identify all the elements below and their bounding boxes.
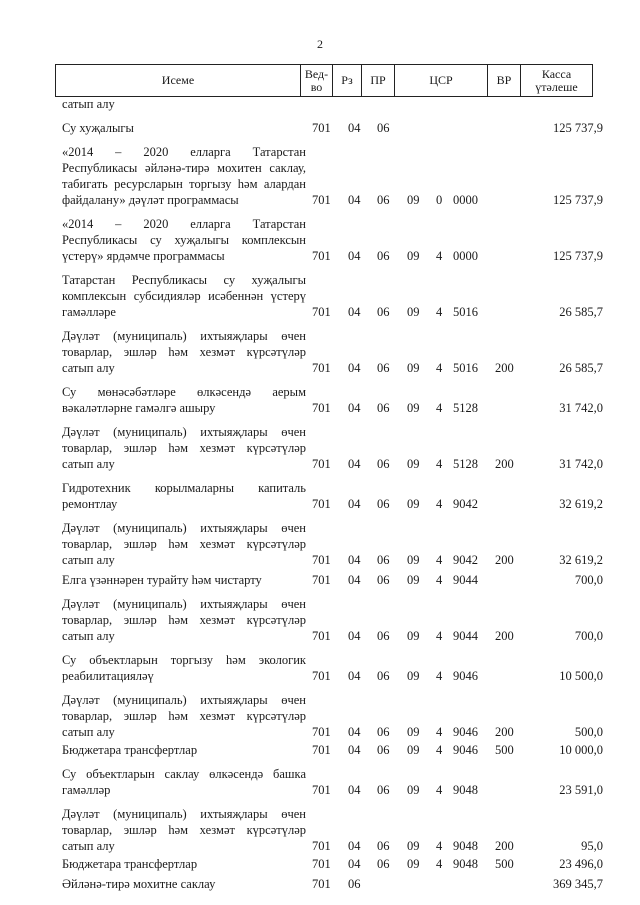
page-number: 2 bbox=[317, 37, 323, 51]
row-name: Татарстан Республикасы су хуҗалыгы комплексын субсидияләр исәбеннән үстерү гамәлләре bbox=[62, 273, 306, 319]
row-pr: 06 bbox=[377, 629, 390, 643]
row-csr2: 4 bbox=[436, 457, 443, 471]
row-csr2: 4 bbox=[436, 305, 443, 319]
row-pr: 06 bbox=[377, 743, 390, 757]
table-row bbox=[0, 216, 640, 266]
row-rz: 04 bbox=[348, 783, 361, 797]
row-name: Су хуҗалыгы bbox=[62, 121, 134, 135]
row-rz: 04 bbox=[348, 725, 361, 739]
row-csr2: 4 bbox=[436, 669, 443, 683]
row-rz: 04 bbox=[348, 857, 361, 871]
row-pr: 06 bbox=[377, 553, 390, 567]
table-row bbox=[0, 692, 640, 742]
table-row bbox=[0, 806, 640, 856]
row-rz: 04 bbox=[348, 553, 361, 567]
row-rz: 04 bbox=[348, 497, 361, 511]
row-ved: 701 bbox=[312, 401, 331, 415]
row-csr3: 5016 bbox=[453, 361, 478, 375]
row-rz: 04 bbox=[348, 457, 361, 471]
row-vr: 200 bbox=[495, 725, 514, 739]
row-name: Дәүләт (муниципаль) ихтыяҗлары өчен товарлар, эшләр һәм хезмәт күрсәтүләр сатып алу bbox=[62, 693, 306, 739]
table-row bbox=[0, 520, 640, 570]
row-name: Дәүләт (муниципаль) ихтыяҗлары өчен товарлар, эшләр һәм хезмәт күрсәтүләр сатып алу bbox=[62, 521, 306, 567]
header-vr: ВР bbox=[488, 65, 521, 97]
row-amount: 10 000,0 bbox=[559, 743, 603, 757]
header-kassa-line2: үтәлеше bbox=[535, 79, 578, 94]
row-csr3: 9042 bbox=[453, 553, 478, 567]
row-amount: 10 500,0 bbox=[559, 669, 603, 683]
header-ved-line2: во bbox=[310, 79, 323, 94]
row-pr: 06 bbox=[377, 839, 390, 853]
table-row bbox=[0, 652, 640, 686]
table-row bbox=[0, 424, 640, 474]
row-rz: 06 bbox=[348, 877, 361, 891]
row-csr1: 09 bbox=[407, 839, 420, 853]
row-amount: 23 496,0 bbox=[559, 857, 603, 871]
row-csr3: 9044 bbox=[453, 573, 478, 587]
row-ved: 701 bbox=[312, 877, 331, 891]
row-ved: 701 bbox=[312, 839, 331, 853]
header-csr: ЦСР bbox=[395, 65, 488, 97]
row-ved: 701 bbox=[312, 725, 331, 739]
row-name: Гидротехник корылмаларны капиталь ремонтлау bbox=[62, 481, 306, 511]
row-ved: 701 bbox=[312, 857, 331, 871]
table-row bbox=[0, 272, 640, 322]
row-pr: 06 bbox=[377, 783, 390, 797]
table-row bbox=[0, 572, 640, 590]
row-csr3: 9048 bbox=[453, 857, 478, 871]
row-csr3: 9042 bbox=[453, 497, 478, 511]
row-ved: 701 bbox=[312, 249, 331, 263]
row-pr: 06 bbox=[377, 305, 390, 319]
table-row bbox=[0, 766, 640, 800]
row-csr2: 4 bbox=[436, 857, 443, 871]
table-row bbox=[0, 144, 640, 210]
header-kassa bbox=[521, 65, 593, 97]
row-csr1: 09 bbox=[407, 497, 420, 511]
row-ved: 701 bbox=[312, 121, 331, 135]
row-csr2: 4 bbox=[436, 249, 443, 263]
row-ved: 701 bbox=[312, 305, 331, 319]
row-rz: 04 bbox=[348, 629, 361, 643]
row-csr2: 0 bbox=[436, 193, 443, 207]
row-csr1: 09 bbox=[407, 743, 420, 757]
row-pr: 06 bbox=[377, 249, 390, 263]
row-ved: 701 bbox=[312, 573, 331, 587]
row-name: Дәүләт (муниципаль) ихтыяҗлары өчен товарлар, эшләр һәм хезмәт күрсәтүләр сатып алу bbox=[62, 597, 306, 643]
row-name: Су объектларын торгызу һәм экологик реабилитацияләү bbox=[62, 653, 306, 683]
row-amount: 700,0 bbox=[574, 629, 603, 643]
header-kassa-line1: Касса bbox=[541, 66, 572, 81]
row-rz: 04 bbox=[348, 839, 361, 853]
row-csr1: 09 bbox=[407, 305, 420, 319]
row-name: Дәүләт (муниципаль) ихтыяҗлары өчен товарлар, эшләр һәм хезмәт күрсәтүләр сатып алу bbox=[62, 807, 306, 853]
table-row bbox=[0, 120, 640, 138]
row-amount: 125 737,9 bbox=[553, 121, 603, 135]
table-row bbox=[0, 384, 640, 418]
row-pr: 06 bbox=[377, 457, 390, 471]
row-vr: 200 bbox=[495, 361, 514, 375]
row-amount: 500,0 bbox=[574, 725, 603, 739]
row-csr2: 4 bbox=[436, 401, 443, 415]
table-row bbox=[0, 480, 640, 514]
row-csr2: 4 bbox=[436, 629, 443, 643]
row-vr: 200 bbox=[495, 629, 514, 643]
row-name: Су объектларын саклау өлкәсендә башка гамәлләр bbox=[62, 767, 306, 797]
row-vr: 200 bbox=[495, 457, 514, 471]
header-pr: ПР bbox=[362, 65, 395, 97]
table-row bbox=[0, 596, 640, 646]
row-csr3: 5016 bbox=[453, 305, 478, 319]
row-name: Әйләнә-тирә мохитне саклау bbox=[62, 877, 216, 891]
header-rz: Рз bbox=[333, 65, 362, 97]
row-vr: 200 bbox=[495, 839, 514, 853]
row-rz: 04 bbox=[348, 401, 361, 415]
row-csr2: 4 bbox=[436, 361, 443, 375]
row-csr1: 09 bbox=[407, 783, 420, 797]
table-header bbox=[55, 64, 593, 97]
row-name: сатып алу bbox=[62, 97, 115, 111]
row-csr2: 4 bbox=[436, 839, 443, 853]
header-ved bbox=[301, 65, 333, 97]
row-ved: 701 bbox=[312, 743, 331, 757]
row-vr: 200 bbox=[495, 553, 514, 567]
row-csr3: 9046 bbox=[453, 725, 478, 739]
row-amount: 369 345,7 bbox=[553, 877, 603, 891]
row-csr3: 9044 bbox=[453, 629, 478, 643]
row-csr3: 5128 bbox=[453, 457, 478, 471]
row-csr3: 9048 bbox=[453, 839, 478, 853]
row-pr: 06 bbox=[377, 401, 390, 415]
row-vr: 500 bbox=[495, 857, 514, 871]
table-row bbox=[0, 742, 640, 760]
table-row bbox=[0, 96, 640, 114]
row-csr2: 4 bbox=[436, 497, 443, 511]
row-amount: 125 737,9 bbox=[553, 193, 603, 207]
row-csr3: 9046 bbox=[453, 669, 478, 683]
row-amount: 31 742,0 bbox=[559, 401, 603, 415]
row-rz: 04 bbox=[348, 249, 361, 263]
row-rz: 04 bbox=[348, 743, 361, 757]
row-csr1: 09 bbox=[407, 401, 420, 415]
row-csr3: 9048 bbox=[453, 783, 478, 797]
row-pr: 06 bbox=[377, 857, 390, 871]
row-csr1: 09 bbox=[407, 725, 420, 739]
row-rz: 04 bbox=[348, 305, 361, 319]
row-pr: 06 bbox=[377, 361, 390, 375]
row-name: Елга үзәннәрен турайту һәм чистарту bbox=[62, 573, 262, 587]
row-csr1: 09 bbox=[407, 629, 420, 643]
row-csr1: 09 bbox=[407, 553, 420, 567]
row-rz: 04 bbox=[348, 361, 361, 375]
row-amount: 26 585,7 bbox=[559, 361, 603, 375]
row-ved: 701 bbox=[312, 783, 331, 797]
row-csr1: 09 bbox=[407, 573, 420, 587]
row-rz: 04 bbox=[348, 193, 361, 207]
row-csr2: 4 bbox=[436, 725, 443, 739]
row-csr2: 4 bbox=[436, 573, 443, 587]
row-pr: 06 bbox=[377, 193, 390, 207]
row-name: Дәүләт (муниципаль) ихтыяҗлары өчен товарлар, эшләр һәм хезмәт күрсәтүләр сатып алу bbox=[62, 425, 306, 471]
row-rz: 04 bbox=[348, 121, 361, 135]
row-ved: 701 bbox=[312, 497, 331, 511]
row-pr: 06 bbox=[377, 669, 390, 683]
row-name: «2014 – 2020 елларга Татарстан Республикасы су хуҗалыгы комплексын үстерү» ярдәмче программасы bbox=[62, 217, 306, 263]
row-csr2: 4 bbox=[436, 553, 443, 567]
row-csr2: 4 bbox=[436, 783, 443, 797]
row-csr1: 09 bbox=[407, 193, 420, 207]
row-name: «2014 – 2020 елларга Татарстан Республикасы әйләнә-тирә мохитен саклау, табигать ресурсларын торгызу һәм алардан файдалану» дәүләт программасы bbox=[62, 145, 306, 207]
row-amount: 95,0 bbox=[581, 839, 603, 853]
row-csr3: 5128 bbox=[453, 401, 478, 415]
row-csr3: 0000 bbox=[453, 249, 478, 263]
row-csr1: 09 bbox=[407, 857, 420, 871]
row-name: Дәүләт (муниципаль) ихтыяҗлары өчен товарлар, эшләр һәм хезмәт күрсәтүләр сатып алу bbox=[62, 329, 306, 375]
row-ved: 701 bbox=[312, 193, 331, 207]
row-pr: 06 bbox=[377, 573, 390, 587]
row-pr: 06 bbox=[377, 121, 390, 135]
row-rz: 04 bbox=[348, 573, 361, 587]
row-amount: 31 742,0 bbox=[559, 457, 603, 471]
row-ved: 701 bbox=[312, 457, 331, 471]
row-name: Бюджетара трансфертлар bbox=[62, 743, 198, 757]
row-amount: 32 619,2 bbox=[559, 497, 603, 511]
row-name: Бюджетара трансфертлар bbox=[62, 857, 198, 871]
row-rz: 04 bbox=[348, 669, 361, 683]
row-amount: 700,0 bbox=[574, 573, 603, 587]
row-ved: 701 bbox=[312, 361, 331, 375]
table-row bbox=[0, 856, 640, 874]
table-row bbox=[0, 876, 640, 894]
row-csr3: 9046 bbox=[453, 743, 478, 757]
row-amount: 32 619,2 bbox=[559, 553, 603, 567]
row-csr1: 09 bbox=[407, 361, 420, 375]
table-body bbox=[0, 96, 640, 894]
header-name: Исеме bbox=[56, 65, 301, 97]
row-pr: 06 bbox=[377, 725, 390, 739]
row-csr1: 09 bbox=[407, 669, 420, 683]
row-ved: 701 bbox=[312, 669, 331, 683]
row-amount: 125 737,9 bbox=[553, 249, 603, 263]
table-row bbox=[0, 328, 640, 378]
row-name: Су мөнәсәбәтләре өлкәсендә аерым вәкаләтләрне гамәлгә ашыру bbox=[62, 385, 306, 415]
row-ved: 701 bbox=[312, 629, 331, 643]
row-csr3: 0000 bbox=[453, 193, 478, 207]
row-pr: 06 bbox=[377, 497, 390, 511]
row-amount: 26 585,7 bbox=[559, 305, 603, 319]
row-csr2: 4 bbox=[436, 743, 443, 757]
row-csr1: 09 bbox=[407, 249, 420, 263]
row-amount: 23 591,0 bbox=[559, 783, 603, 797]
row-csr1: 09 bbox=[407, 457, 420, 471]
header-ved-line1: Вед- bbox=[304, 66, 329, 81]
row-ved: 701 bbox=[312, 553, 331, 567]
row-vr: 500 bbox=[495, 743, 514, 757]
